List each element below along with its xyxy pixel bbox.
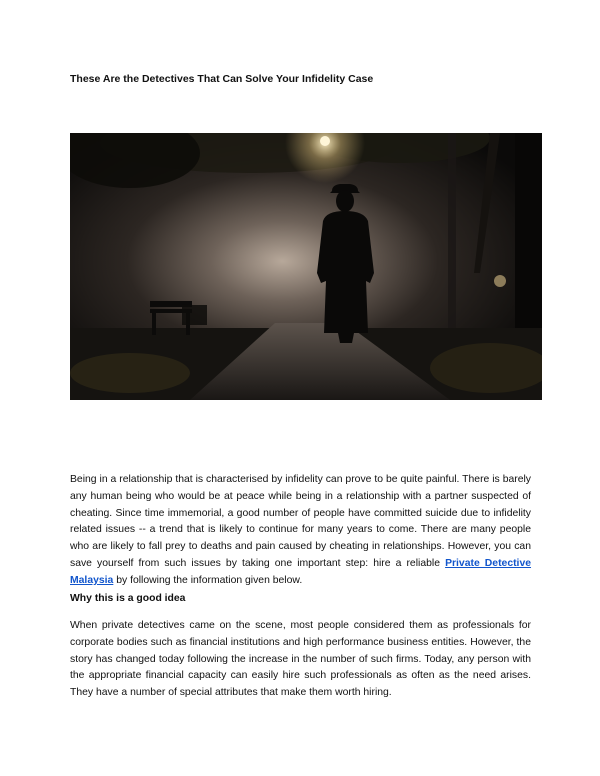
detective-photo	[70, 133, 542, 400]
section-heading: Why this is a good idea	[70, 593, 186, 604]
intro-text: Being in a relationship that is characterised by infidelity can prove to be quite painful. There is barely any human being who would be at peace while being in a relationship with a partner suspected of cheating. Since time immemorial, a good number of people have committed suicide due to infidelity related issues -- a trend that is likely to continue for many years to come. There are many people who are likely to fall prey to deaths and pain caused by cheating in relationships. However, you can save yourself from such issues by taking one important step: hire a reliable	[70, 474, 531, 569]
private-detective-link[interactable]: Private Detective Malaysia	[70, 557, 532, 586]
section-paragraph: When private detectives came on the scene, most people considered them as professionals for corporate bodies such as financial institutions and high performance business entities. However, the story has changed today following the increase in the number of such firms. Today, any person with the appropriate financial capacity can easily hire such professionals as often as the need arises. They have a number of special attributes that make them worth hiring.	[70, 620, 531, 699]
intro-paragraph	[70, 472, 531, 590]
page-title: These Are the Detectives That Can Solve Your Infidelity Case	[70, 73, 374, 85]
intro-text-end: by following the information given below.	[113, 574, 303, 586]
